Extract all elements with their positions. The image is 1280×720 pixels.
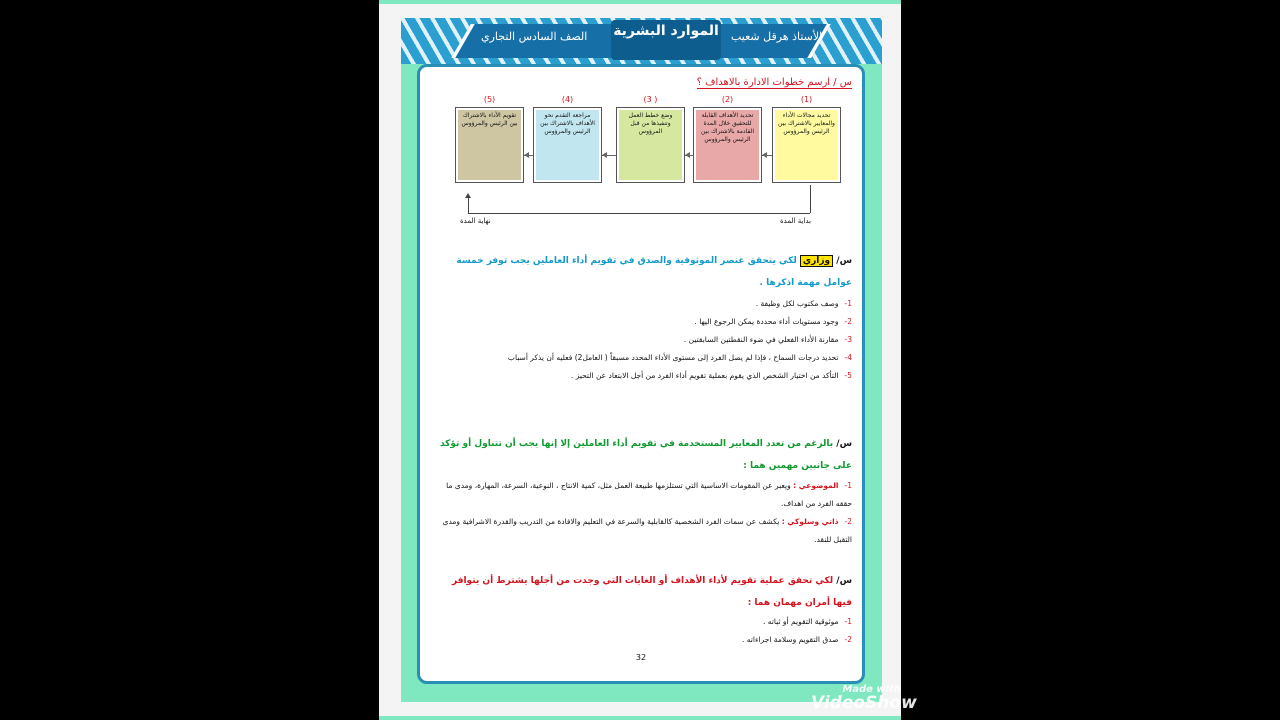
step-number: (5) <box>483 95 496 104</box>
item-text: وجود مستويات أداء محددة يمكن الرجوع اليها . <box>694 317 839 326</box>
step-number: (4) <box>561 95 574 104</box>
item-number: 3- <box>844 335 852 344</box>
item-text: يكشف عن سمات الفرد الشخصية كالقابلية والسرعة في التعليم والافادة من التدريب والقدرة الاشرافية ومدى التقبل للنقد. <box>442 517 852 544</box>
list-item <box>432 313 852 331</box>
item-number: 1- <box>844 481 852 490</box>
flow-arrowhead <box>685 152 690 158</box>
answer-list-3 <box>432 477 852 549</box>
item-text: ويعبر عن المقومات الاساسية التي تستلزمها طبيعة العمل مثل، كمية الانتاج ، النوعية، السرعة، المهارة، ومدى ما حققه الفرد من اهداف. <box>446 481 852 508</box>
step-box <box>772 107 841 183</box>
content-panel <box>417 64 865 684</box>
item-text: وصف مكتوب لكل وظيفة . <box>755 299 839 308</box>
list-item <box>432 477 852 513</box>
list-item <box>432 613 852 631</box>
item-number: 1- <box>844 299 852 308</box>
header-grade: الصف السادس التجاري <box>481 30 588 43</box>
question-prefix: س/ <box>836 576 852 586</box>
question-2-text: لكي يتحقق عنصر الموثوقية والصدق في تقويم أداء العاملين يجب توفر خمسة عوامل مهمة اذكرها . <box>456 256 852 288</box>
question-1-heading: س / ارسم خطوات الادارة بالاهداف ؟ <box>696 77 852 88</box>
item-number: 2- <box>844 517 852 526</box>
list-item <box>432 331 852 349</box>
list-item <box>432 631 852 649</box>
question-prefix: س/ <box>836 439 852 449</box>
item-keyword: ذاتي وسلوكي : <box>781 517 839 526</box>
step-number: (1) <box>800 95 813 104</box>
step-box <box>693 107 762 183</box>
question-3-heading <box>432 433 852 477</box>
step-box <box>455 107 524 183</box>
list-item <box>432 295 852 313</box>
header-teacher: الأستاذ هرقل شعيب <box>731 30 823 43</box>
item-text: موثوقية التقويم أو ثباته . <box>763 617 839 626</box>
question-4-text: لكي تحقق عملية تقويم لأداء الأهداف أو الغايات التي وجدت من أجلها يشترط أن يتوافر فيها أمران مهمان هما : <box>451 576 852 608</box>
previous-page-edge <box>379 0 901 4</box>
step-number: (2) <box>721 95 734 104</box>
step-box-text: وضع خطط العمل وتنفيذها من قبل المرؤوس <box>619 110 682 180</box>
step-box <box>616 107 685 183</box>
timeline-start-tick <box>810 185 811 213</box>
watermark-line-1: Made with <box>842 684 901 695</box>
step-box-text: تحديد الأهداف القابلة للتحقيق خلال المدة القادمة بالاشتراك بين الرئيس والمرؤوس <box>696 110 759 180</box>
answer-list-2 <box>432 295 852 385</box>
screen-frame <box>379 0 917 720</box>
step-box <box>533 107 602 183</box>
flow-arrowhead <box>762 152 767 158</box>
watermark-line-2: VideoShow <box>811 693 917 713</box>
timeline-arrowhead <box>465 193 471 198</box>
item-text: صدق التقويم وسلامة اجراءاته . <box>741 635 839 644</box>
item-number: 1- <box>844 617 852 626</box>
item-text: مقارنة الأداء الفعلي في ضوء النقطتين السابقتين . <box>683 335 839 344</box>
item-number: 4- <box>844 353 852 362</box>
question-4-heading <box>432 570 852 614</box>
next-page-edge <box>379 716 901 720</box>
list-item <box>432 367 852 385</box>
question-3-text: بالرغم من تعدد المعايير المستخدمة في تقويم أداء العاملين إلا إنها يجب أن تتناول أو تؤكد على جانبين مهمين هما : <box>439 439 852 471</box>
item-number: 2- <box>844 635 852 644</box>
flow-arrowhead <box>602 152 607 158</box>
item-keyword: الموضوعي : <box>793 481 839 490</box>
item-number: 2- <box>844 317 852 326</box>
answer-list-4 <box>432 613 852 649</box>
timeline-end-label: نهاية المدة <box>460 217 491 225</box>
page-number: 32 <box>635 653 647 662</box>
page-header <box>401 18 882 64</box>
question-2-heading <box>427 250 852 294</box>
list-item <box>432 349 852 367</box>
step-box-text: مراجعة التقدم نحو الأهداف بالاشتراك بين الرئيس والمرؤوس <box>536 110 599 180</box>
header-title: الموارد البشرية <box>611 20 721 60</box>
flow-arrowhead <box>524 152 529 158</box>
item-number: 5- <box>844 371 852 380</box>
item-text: التأكد من اختيار الشخص الذي يقوم بعملية تقويم أداء الفرد من أجل الابتعاد عن التحيز . <box>570 371 839 380</box>
list-item <box>432 513 852 549</box>
timeline-start-label: بداية المدة <box>780 217 811 225</box>
item-text: تحديد درجات السماح ، فإذا لم يصل الفرد إلى مستوى الأداء المحدد مسبقاً ( العامل2) فعليه أن يذكر أسباب <box>507 353 839 362</box>
ministry-badge: وزاري <box>800 255 833 267</box>
step-box-text: تقويم الأداء بالاشتراك بين الرئيس والمرؤوس <box>458 110 521 180</box>
videoshow-watermark <box>811 684 917 713</box>
step-number: ( 3) <box>643 95 658 104</box>
step-box-text: تحديد مجالات الأداء والمعايير بالاشتراك بين الرئيس والمرؤوس <box>775 110 838 180</box>
document-page <box>401 18 882 702</box>
timeline-line <box>468 213 810 214</box>
question-prefix: س/ <box>836 256 852 266</box>
